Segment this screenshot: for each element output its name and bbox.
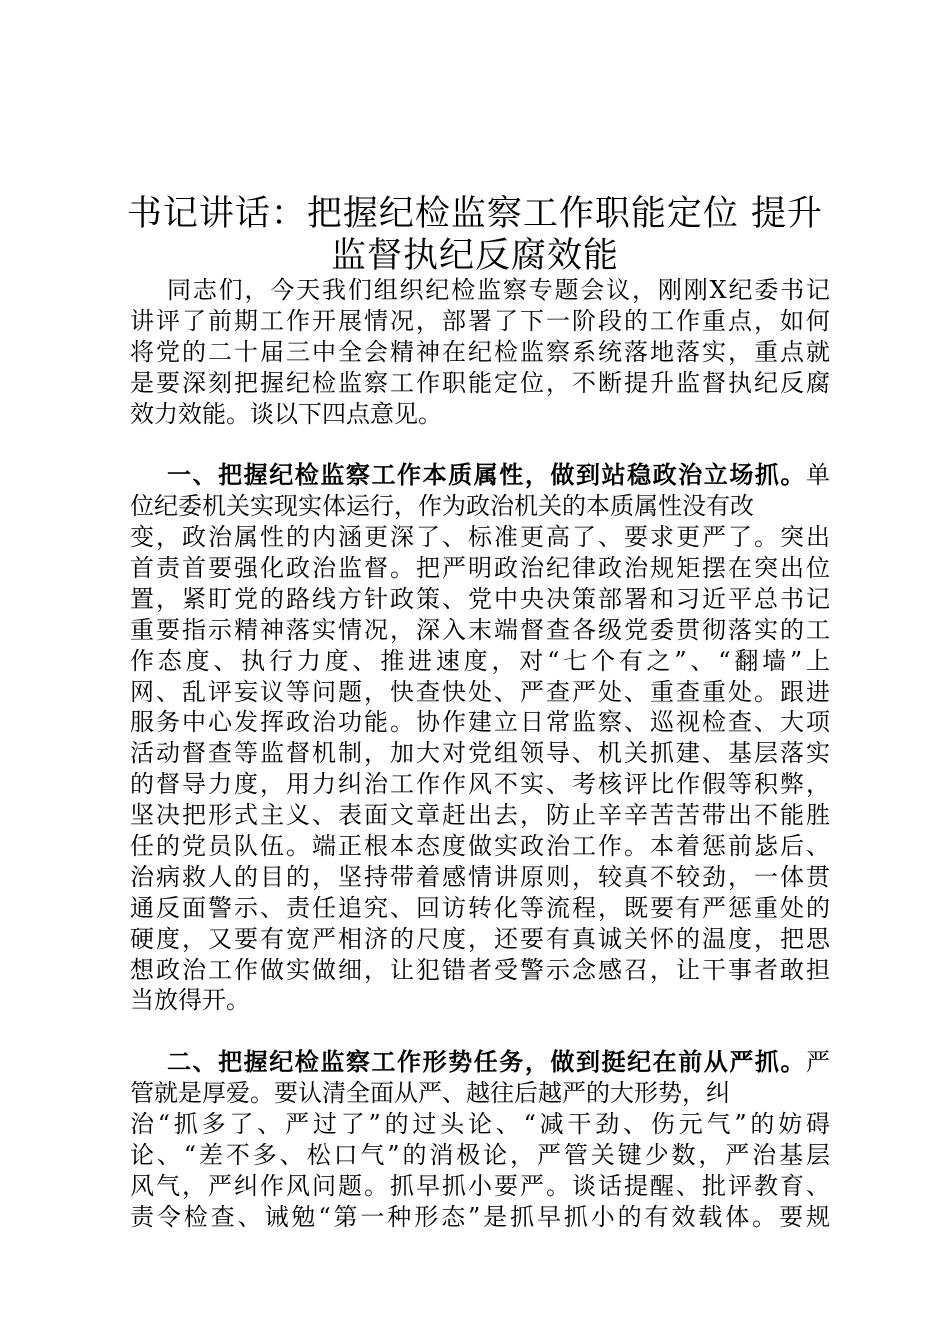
paragraph-line: 论、“差不多、松口气”的消极论，严管关键少数，严治基层 <box>130 1140 830 1169</box>
heading-line-rest: 严 <box>806 1048 830 1077</box>
paragraph-line: 服务中心发挥政治功能。协作建立日常监察、巡视检查、大项 <box>130 708 830 737</box>
paragraph-line: 是要深刻把握纪检监察工作职能定位，不断提升监督执纪反腐 <box>130 368 830 397</box>
title-line-1: 书记讲话：把握纪检监察工作职能定位 提升 <box>126 194 824 235</box>
paragraph-section-two <box>130 1047 830 1232</box>
paragraph-line: 首责首要强化政治监督。把严明政治纪律政治规矩摆在突出位 <box>130 554 830 583</box>
paragraph-section-one <box>130 460 830 1016</box>
title-line-2: 监督执纪反腐效能 <box>330 236 619 277</box>
paragraph-line: 同志们，今天我们组织纪检监察专题会议，刚刚X纪委书记 <box>167 276 830 304</box>
paragraph-line: 位纪委机关实现实体运行，作为政治机关的本质属性没有改 <box>130 492 754 521</box>
paragraph-gap <box>130 429 830 460</box>
paragraph-line: 任的党员队伍。端正根本态度做实政治工作。本着惩前毖后、 <box>130 832 830 861</box>
paragraph-line: 网、乱评妄议等问题，快查快处、严查严处、重查重处。跟进 <box>130 677 830 706</box>
paragraph-line: 风气，严纠作风问题。抓早抓小要严。谈话提醒、批评教育、 <box>130 1171 830 1200</box>
paragraph-line: 作态度、执行力度、推进速度，对“七个有之”、“翻墙”上 <box>130 646 830 675</box>
document-body <box>130 275 830 1233</box>
paragraph-line: 治病救人的目的，坚持带着感情讲原则，较真不较劲，一体贯 <box>130 862 830 891</box>
paragraph-line: 将党的二十届三中全会精神在纪检监察系统落地落实，重点就 <box>130 337 830 366</box>
paragraph-line: 责令检查、诫勉“第一种形态”是抓早抓小的有效载体。要规 <box>130 1202 830 1231</box>
paragraph-line: 效力效能。谈以下四点意见。 <box>130 399 442 428</box>
heading-line-rest: 单 <box>806 461 830 490</box>
paragraph-opening <box>130 275 830 429</box>
paragraph-line: 的督导力度，用力纠治工作作风不实、考核评比作假等积弊， <box>130 770 830 799</box>
section-heading: 二、把握纪检监察工作形势任务，做到挺纪在前从严抓。 <box>167 1047 806 1077</box>
paragraph-line: 管就是厚爱。要认清全面从严、越往后越严的大形势，纠 <box>130 1079 730 1108</box>
paragraph-gap <box>130 1016 830 1047</box>
paragraph-line: 讲评了前期工作开展情况，部署了下一阶段的工作重点，如何 <box>130 306 830 335</box>
paragraph-line: 治“抓多了、严过了”的过头论、“减干劲、伤元气”的妨碍 <box>130 1110 830 1139</box>
paragraph-line: 想政治工作做实做细，让犯错者受警示念感召，让干事者敢担 <box>130 955 830 984</box>
section-heading: 一、把握纪检监察工作本质属性，做到站稳政治立场抓。 <box>167 460 806 490</box>
paragraph-line: 活动督查等监督机制，加大对党组领导、机关抓建、基层落实 <box>130 739 830 768</box>
section-heading-line <box>130 460 830 491</box>
paragraph-line: 通反面警示、责任追究、回访转化等流程，既要有严惩重处的 <box>130 893 830 922</box>
document-title <box>120 193 830 277</box>
section-heading-line <box>130 1047 830 1078</box>
paragraph-line: 坚决把形式主义、表面文章赶出去，防止辛辛苦苦带出不能胜 <box>130 801 830 830</box>
paragraph-line: 硬度，又要有宽严相济的尺度，还要有真诚关怀的温度，把思 <box>130 924 830 953</box>
paragraph-line: 置，紧盯党的路线方针政策、党中央决策部署和习近平总书记 <box>130 584 830 613</box>
paragraph-line: 重要指示精神落实情况，深入末端督查各级党委贯彻落实的工 <box>130 615 830 644</box>
paragraph-line: 变，政治属性的内涵更深了、标准更高了、要求更严了。突出 <box>130 523 830 552</box>
paragraph-line: 当放得开。 <box>130 986 250 1015</box>
